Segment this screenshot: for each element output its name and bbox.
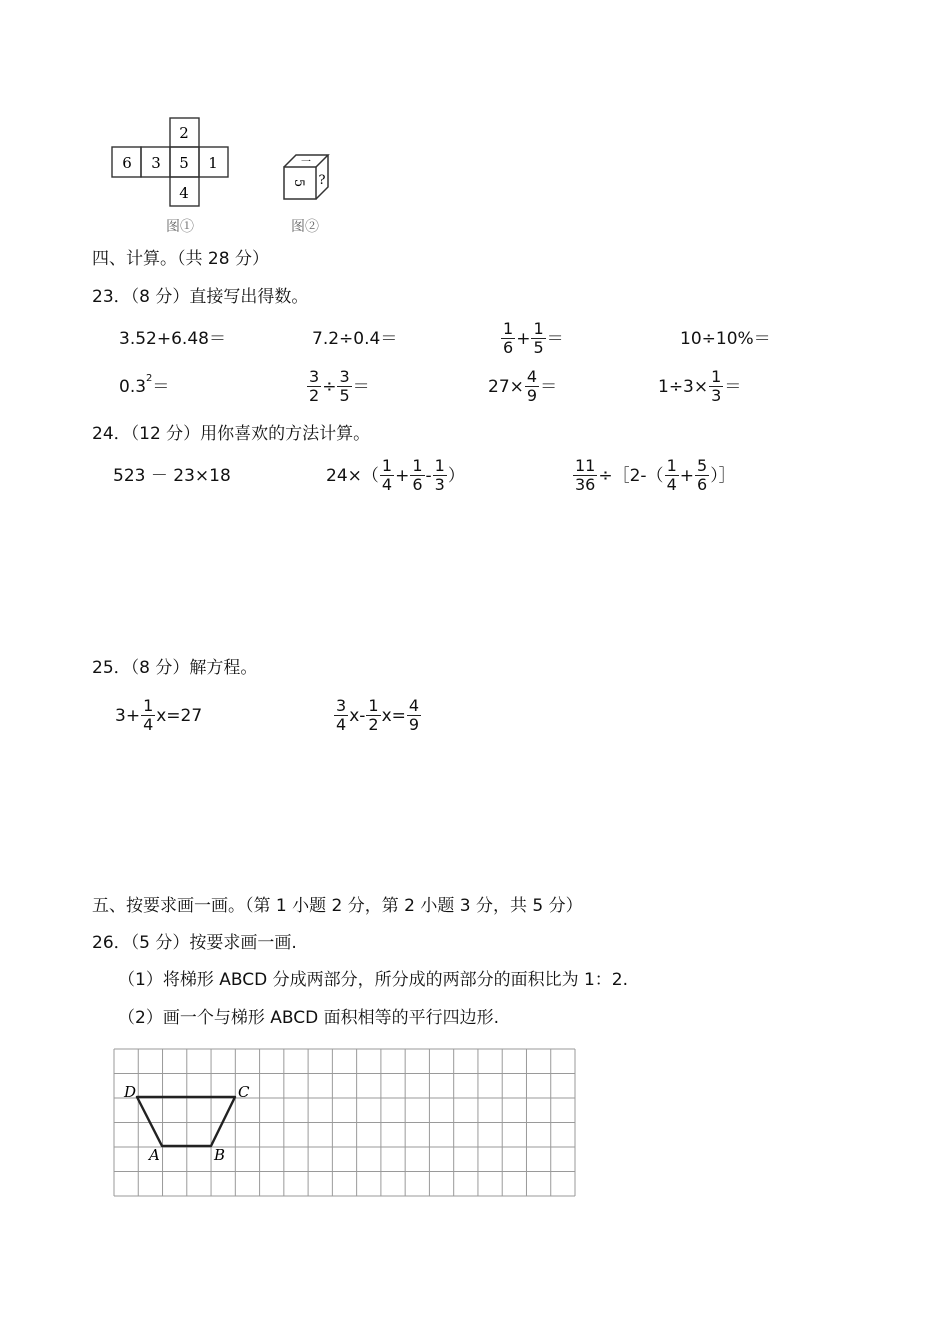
q23-expr-2: 7.2÷0.4＝ <box>312 329 398 349</box>
net-cell-top: 2 <box>179 124 189 142</box>
section-4-heading: 四、计算。（共 28 分） <box>92 249 269 269</box>
q23-expr-7: 27× $\frac{4}{9}$ ＝ <box>488 367 558 405</box>
cube-net-figure <box>108 112 338 237</box>
q23-expr-8: 1÷3× $\frac{1}{3}$ ＝ <box>658 367 742 405</box>
net-cell-2: 3 <box>151 154 161 172</box>
net-cell-4: 1 <box>208 154 218 172</box>
q26-title: 26．（5 分）按要求画一画. <box>92 933 297 953</box>
trapezoid-grid <box>112 1047 577 1199</box>
net-cell-3: 5 <box>179 154 189 172</box>
vertex-c-label: C <box>238 1083 250 1101</box>
q23-title: 23．（8 分）直接写出得数。 <box>92 287 309 307</box>
cube-caption: 图② <box>291 219 319 235</box>
q24-expr-2: 24×（ $\frac{1}{4}$ + $\frac{1}{6}$ - $\frac{1}{3}$ ） <box>326 456 465 494</box>
q25-title: 25．（8 分）解方程。 <box>92 658 258 678</box>
q23-expr-5: 0.3 2 ＝ <box>119 373 170 397</box>
q26-part-1: （1）将梯形 ABCD 分成两部分，所分成的两部分的面积比为 1：2. <box>118 970 629 990</box>
net-cell-1: 6 <box>122 154 132 172</box>
q26-part-2: （2）画一个与梯形 ABCD 面积相等的平行四边形. <box>118 1008 499 1028</box>
vertex-b-label: B <box>214 1146 226 1164</box>
cube-top-face: 一 <box>301 157 311 168</box>
cube-front-face: 5 <box>291 178 306 188</box>
q23-expr-6: $\frac{3}{2}$ ÷ $\frac{3}{5}$ ＝ <box>309 367 370 405</box>
q23-expr-4: 10÷10%＝ <box>680 329 771 349</box>
vertex-d-label: D <box>124 1083 137 1101</box>
q24-expr-3: $\frac{11}{36}$ ÷［2-（ $\frac{1}{4}$ + $\frac{5}{6}$ ）］ <box>575 456 736 494</box>
q24-expr-1: 523 － 23×18 <box>113 466 231 486</box>
net-cell-bottom: 4 <box>179 184 189 202</box>
q23-expr-3: $\frac{1}{6}$ + $\frac{1}{5}$ ＝ <box>503 319 564 357</box>
q25-expr-1: 3+ $\frac{1}{4}$ x=27 <box>115 696 203 734</box>
net-caption: 图① <box>166 219 194 235</box>
cube-side-face: ? <box>318 173 326 188</box>
q25-expr-2: $\frac{3}{4}$ x- $\frac{1}{2}$ x= $\frac{4}{9}$ <box>336 696 420 734</box>
section-5-heading: 五、按要求画一画。（第 1 小题 2 分，第 2 小题 3 分，共 5 分） <box>92 896 583 916</box>
q24-title: 24．（12 分）用你喜欢的方法计算。 <box>92 424 371 444</box>
q23-expr-1: 3.52+6.48＝ <box>119 329 226 349</box>
vertex-a-label: A <box>149 1146 160 1164</box>
trapezoid-abcd <box>137 1097 235 1146</box>
